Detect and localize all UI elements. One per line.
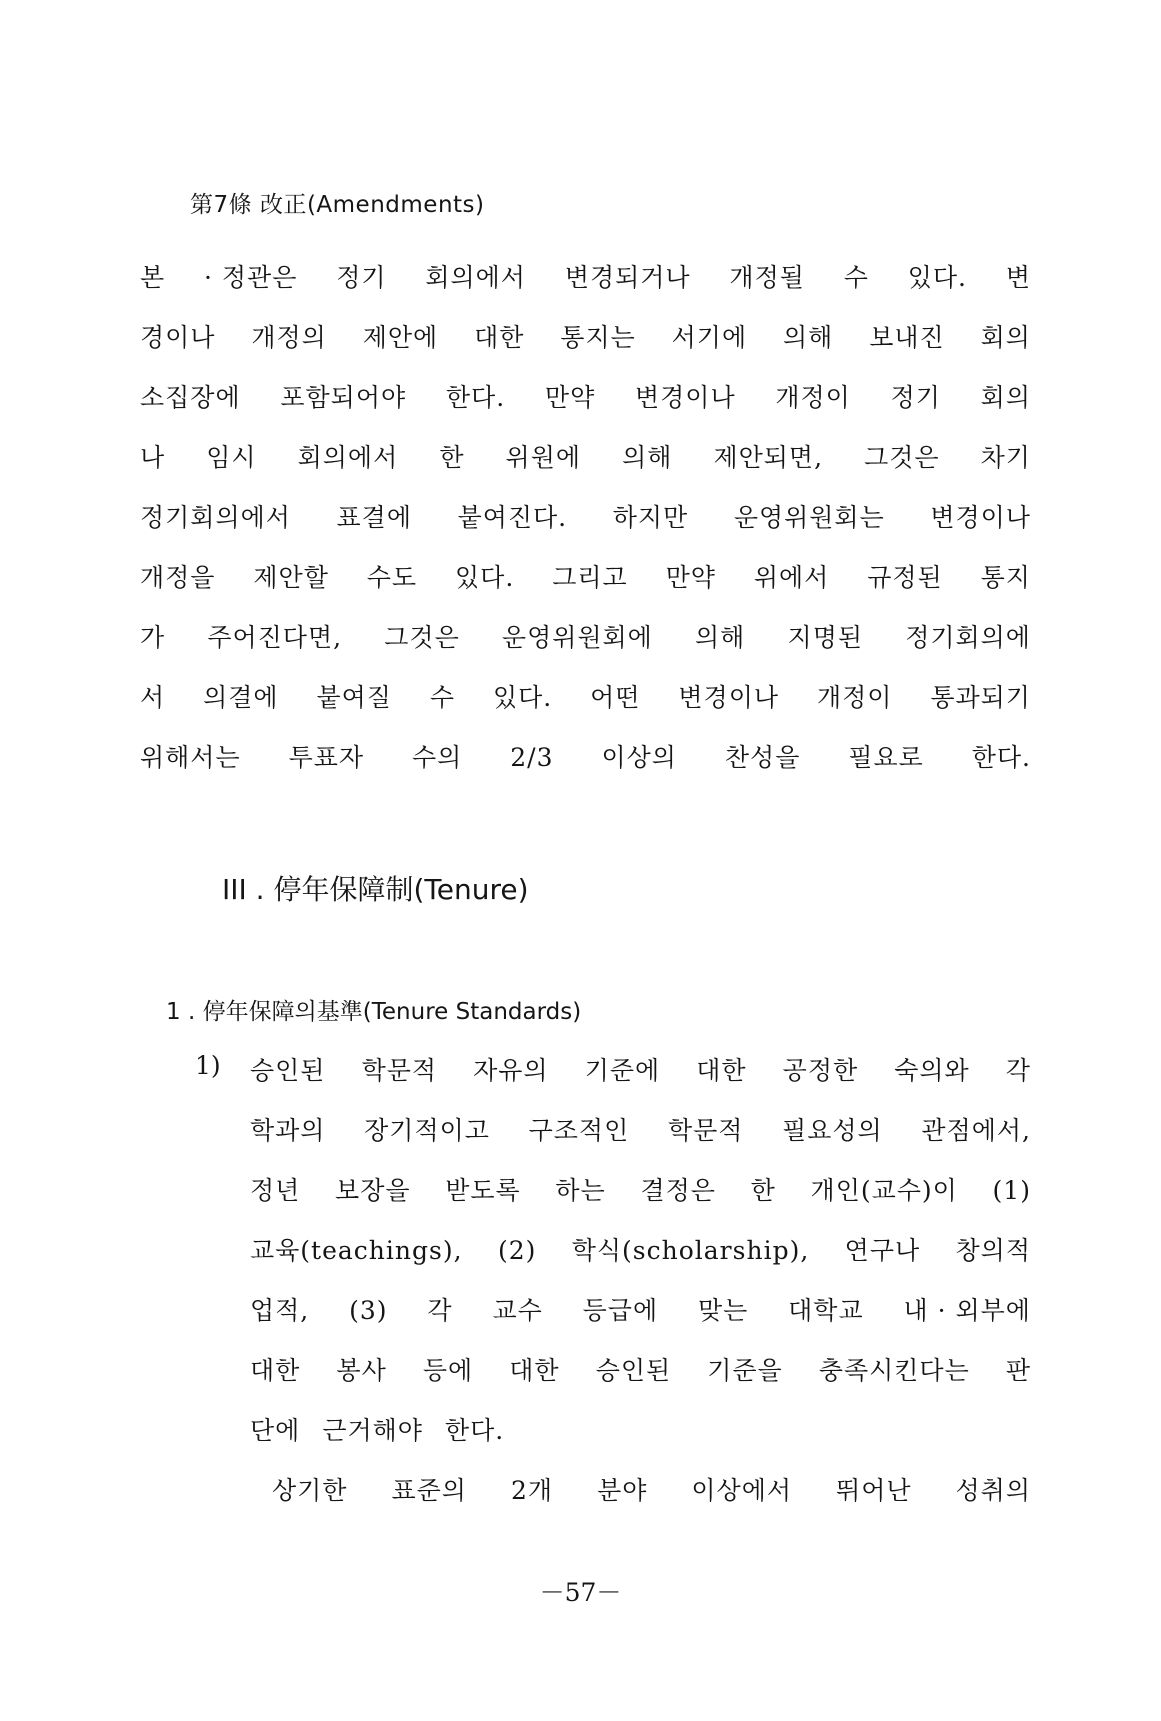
word: 하지만 [612,503,689,532]
word: 정기회의에서 [140,503,291,532]
item-line-6 [250,1351,1031,1387]
word: 결정은 [640,1176,716,1205]
word: 장기적이고 [364,1116,490,1145]
word: 정기 [890,383,941,412]
word: 한 [439,443,465,472]
word: 회의 [980,383,1031,412]
word: 보내진 [869,323,945,352]
word: 찬성을 [724,743,801,772]
word: 승인된 [250,1056,326,1085]
word: (1) [992,1176,1031,1205]
word: 경이나 [140,323,216,352]
word: 포함되어야 [280,383,407,412]
article-line-9 [140,738,1031,774]
word: 승인된 [595,1356,672,1385]
word: 의결에 [203,683,279,712]
word: 대학교 [788,1296,864,1325]
word: 보장을 [335,1176,411,1205]
word: 2/3 [510,743,554,772]
word: 분야 [597,1476,648,1505]
item-line-2 [250,1111,1031,1147]
word: 대한 [250,1356,301,1385]
word: 정기회의에 [905,623,1031,652]
item-number: 1) [195,1051,221,1080]
word: 각 [1005,1056,1031,1085]
word: 관점에서, [921,1116,1031,1145]
item-line-3 [250,1171,1031,1207]
word: 어떤 [590,683,641,712]
word: 근거해야 [322,1416,423,1445]
word: 한다. [971,743,1031,772]
word: 대한 [474,323,525,352]
word: 변경이나 [678,683,780,712]
article-line-8 [140,678,1031,714]
word: 등급에 [582,1296,659,1325]
item-line-5 [250,1291,1031,1327]
word: 판 [1005,1356,1031,1385]
word: 제안되면, [713,443,824,472]
word: 지명된 [787,623,863,652]
word: 학과의 [250,1116,326,1145]
word: 회의에서 [425,263,526,292]
word: 의해 [622,443,673,472]
word: 표준의 [391,1476,467,1505]
word: 통지는 [560,323,636,352]
word: 회의 [980,323,1031,352]
word: 통지 [980,563,1031,592]
subsection-heading: 1 . 停年保障의基準(Tenure Standards) [166,999,582,1025]
word: 받도록 [445,1176,521,1205]
word: 뛰어난 [836,1476,912,1505]
word: 나 [140,443,166,472]
word: 만약 [665,563,716,592]
word: 제안에 [362,323,439,352]
word: 성취의 [955,1476,1031,1505]
word: 위에서 [753,563,830,592]
word: 창의적 [955,1236,1031,1265]
word: 기준에 [584,1056,661,1085]
word: 충족시킨다는 [818,1356,970,1385]
word: 필요성의 [782,1116,883,1145]
word: 본 [140,263,166,292]
word: 필요로 [848,743,924,772]
word: 변경이나 [930,503,1031,532]
word: 있다. [492,683,553,712]
word: 구조적인 [528,1116,630,1145]
word: 한다. [444,1416,505,1445]
word: 교육(teachings), [250,1236,463,1265]
word: · 정관은 [204,263,298,292]
word: 단에 [250,1416,301,1445]
word: 수의 [412,743,463,772]
word: 그리고 [552,563,628,592]
word: 기준을 [707,1356,783,1385]
word: 내 · 외부에 [903,1296,1031,1325]
word: 변경이나 [635,383,736,412]
word: 하는 [555,1176,606,1205]
word: 의해 [695,623,746,652]
word: 개정이 [816,683,893,712]
word: 정기 [336,263,387,292]
article-line-3 [140,378,1031,414]
word: 있다. [907,263,967,292]
word: 붙여진다. [457,503,568,532]
word: 교수 [492,1296,543,1325]
word: 운영위원회는 [733,503,885,532]
article-line-4 [140,438,1031,474]
word: 표결에 [336,503,412,532]
word: 한 [750,1176,776,1205]
word: 대한 [696,1056,747,1085]
word: 맞는 [697,1296,749,1325]
word: 개정을 [140,563,216,592]
item-line-8 [272,1471,1031,1507]
section-heading: III . 停年保障制(Tenure) [222,873,529,906]
word: 소집장에 [140,383,241,412]
word: 있다. [455,563,515,592]
article-line-2 [140,318,1031,354]
item-line-4 [250,1231,1031,1267]
word: (2) [497,1236,537,1265]
article-heading: 第7條 改正(Amendments) [190,192,485,218]
word: 변경되거나 [564,263,691,292]
word: 자유의 [473,1056,549,1085]
word: 변 [1005,263,1031,292]
word: 회의에서 [297,443,399,472]
word: 숙의와 [894,1056,970,1085]
word: 개정이 [775,383,851,412]
word: 이상의 [601,743,677,772]
word: 업적, [250,1296,310,1325]
word: 이상에서 [691,1476,793,1505]
word: 정년 [250,1176,301,1205]
item-line-7 [250,1411,1031,1447]
word: 한다. [445,383,506,412]
word: 봉사 [336,1356,387,1385]
word: 위해서는 [140,743,241,772]
word: 공정한 [782,1056,859,1085]
word: 개정될 [729,263,805,292]
word: 만약 [544,383,596,412]
word: 차기 [980,443,1031,472]
word: 의해 [783,323,834,352]
word: (3) [349,1296,388,1325]
word: 학문적 [361,1056,438,1085]
word: 연구나 [844,1236,921,1265]
word: 수도 [366,563,418,592]
word: 서 [140,683,166,712]
word: 개정의 [251,323,327,352]
word: 임시 [206,443,257,472]
word: 붙여질 [316,683,392,712]
article-line-7 [140,618,1031,654]
item-line-1 [250,1051,1031,1087]
word: 서기에 [671,323,748,352]
word: 학식(scholarship), [571,1236,810,1265]
article-line-5 [140,498,1031,534]
word: 주어진다면, [207,623,343,652]
word: 통과되기 [930,683,1031,712]
word: 가 [140,623,166,652]
word: 수 [429,683,456,712]
article-line-1 [140,258,1031,294]
word: 등에 [422,1356,474,1385]
word: 각 [427,1296,453,1325]
word: 상기한 [272,1476,348,1505]
word: 대한 [509,1356,560,1385]
word: 위원에 [505,443,581,472]
article-line-6 [140,558,1031,594]
word: 운영위원회에 [501,623,653,652]
word: 학문적 [667,1116,744,1145]
word: 규정된 [867,563,943,592]
word: 개인(교수)이 [810,1176,958,1205]
word: 2개 [510,1476,554,1505]
word: 그것은 [864,443,940,472]
word: 그것은 [384,623,460,652]
word: 제안할 [253,563,329,592]
page-number: －57－ [539,1578,622,1607]
word: 투표자 [288,743,365,772]
word: 수 [843,263,869,292]
